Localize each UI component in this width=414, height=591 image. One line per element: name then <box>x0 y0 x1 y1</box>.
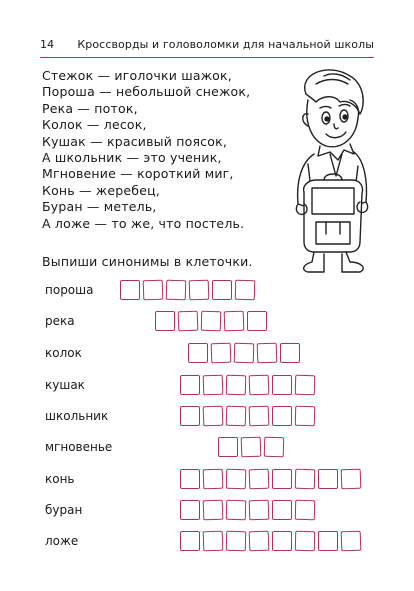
letter-cell[interactable] <box>241 437 262 458</box>
letter-cell[interactable] <box>203 469 224 490</box>
letter-cell[interactable] <box>264 437 285 458</box>
letter-cell[interactable] <box>341 531 362 552</box>
letter-cell[interactable] <box>249 500 270 521</box>
page-number: 14 <box>40 38 55 51</box>
letter-cell[interactable] <box>295 375 316 396</box>
letter-cell[interactable] <box>201 311 222 332</box>
poem-line: Пороша — небольшой снежок, <box>42 84 251 100</box>
letter-cell[interactable] <box>226 469 247 490</box>
letter-cell[interactable] <box>155 311 175 331</box>
letter-cell[interactable] <box>272 500 292 520</box>
letter-cell[interactable] <box>203 500 224 521</box>
letter-cell[interactable] <box>203 375 224 396</box>
letter-cell[interactable] <box>203 406 224 427</box>
letter-cell[interactable] <box>257 343 278 364</box>
letter-cell[interactable] <box>272 406 292 426</box>
answer-cells <box>155 311 270 331</box>
letter-cell[interactable] <box>295 500 316 521</box>
letter-cell[interactable] <box>226 375 247 396</box>
answer-cells <box>180 500 318 520</box>
header-divider <box>40 57 374 58</box>
letter-cell[interactable] <box>249 375 270 396</box>
letter-cell[interactable] <box>178 311 199 332</box>
letter-cell[interactable] <box>180 500 200 520</box>
poem-line: Стежок — иголочки шажок, <box>42 68 232 83</box>
poem-line: А ложе — то же, что постель. <box>42 215 245 231</box>
letter-cell[interactable] <box>318 469 338 489</box>
answer-cells <box>180 469 364 489</box>
letter-cell[interactable] <box>212 280 232 300</box>
letter-cell[interactable] <box>249 531 270 552</box>
answer-cells <box>180 375 318 395</box>
letter-cell[interactable] <box>295 531 316 552</box>
letter-cell[interactable] <box>234 343 255 364</box>
letter-cell[interactable] <box>166 280 187 301</box>
letter-cell[interactable] <box>120 280 140 300</box>
answer-cells <box>188 343 303 363</box>
letter-cell[interactable] <box>272 375 292 395</box>
letter-cell[interactable] <box>226 531 247 552</box>
letter-cell[interactable] <box>211 343 232 364</box>
letter-cell[interactable] <box>249 406 270 427</box>
poem-line: А школьник — это ученик, <box>42 150 222 166</box>
clue-word: пороша <box>45 283 94 297</box>
letter-cell[interactable] <box>224 311 245 332</box>
poem-line: Мгновение — короткий миг, <box>42 166 234 182</box>
clue-word: школьник <box>45 409 109 423</box>
poem-line: Кушак — красивый поясок, <box>42 133 228 149</box>
poem-line: Конь — жеребец, <box>42 182 160 198</box>
clue-word: мгновенье <box>45 440 113 454</box>
poem <box>42 68 250 232</box>
letter-cell[interactable] <box>272 531 292 551</box>
clue-word: ложе <box>45 534 79 548</box>
letter-cell[interactable] <box>295 406 316 427</box>
clue-word: кушак <box>45 378 85 392</box>
answer-cells <box>120 280 258 300</box>
clue-word: река <box>45 314 75 328</box>
letter-cell[interactable] <box>180 531 200 551</box>
answer-cells <box>180 406 318 426</box>
schoolboy-illustration <box>268 64 380 274</box>
letter-cell[interactable] <box>180 375 200 395</box>
clue-word: колок <box>45 346 82 360</box>
answer-cells <box>180 531 364 551</box>
exercise-instruction: Выпиши синонимы в клеточки. <box>42 254 253 269</box>
letter-cell[interactable] <box>226 500 247 521</box>
letter-cell[interactable] <box>143 280 164 301</box>
answer-cells <box>218 437 287 457</box>
clue-word: конь <box>45 472 75 486</box>
poem-line: Буран — метель, <box>42 199 157 215</box>
letter-cell[interactable] <box>247 311 267 331</box>
letter-cell[interactable] <box>226 406 247 427</box>
letter-cell[interactable] <box>249 469 270 490</box>
letter-cell[interactable] <box>180 406 200 426</box>
book-title: Кроссворды и головоломки для начальной школы <box>77 38 374 51</box>
letter-cell[interactable] <box>235 280 256 301</box>
letter-cell[interactable] <box>295 469 316 490</box>
letter-cell[interactable] <box>318 531 338 551</box>
letter-cell[interactable] <box>280 343 300 363</box>
letter-cell[interactable] <box>218 437 238 457</box>
clue-word: буран <box>45 503 83 517</box>
letter-cell[interactable] <box>188 343 208 363</box>
letter-cell[interactable] <box>189 280 210 301</box>
poem-line: Колок — лесок, <box>42 117 147 133</box>
poem-line: Река — поток, <box>42 100 138 116</box>
letter-cell[interactable] <box>272 469 292 489</box>
letter-cell[interactable] <box>341 469 362 490</box>
letter-cell[interactable] <box>180 469 200 489</box>
letter-cell[interactable] <box>203 531 224 552</box>
